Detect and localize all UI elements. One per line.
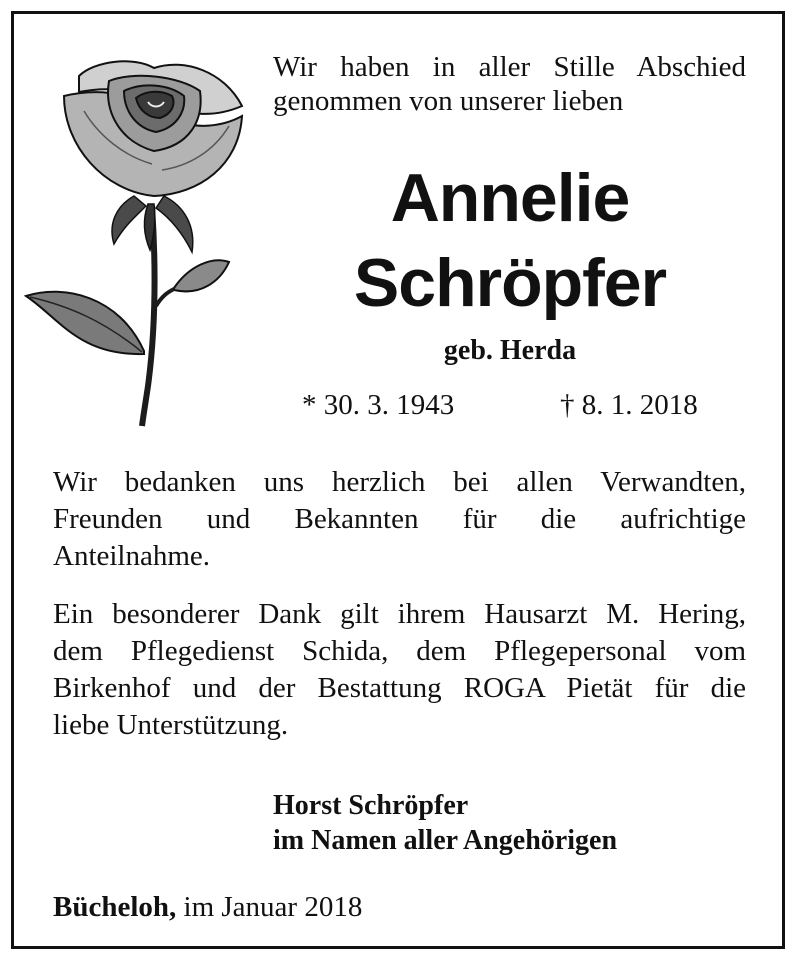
date-text: im Januar 2018 [183, 891, 363, 923]
signature-subline: im Namen aller Angehörigen [273, 825, 618, 856]
birth-date: * 30. 3. 1943 [302, 389, 455, 421]
intro-line: Wir haben in aller Stille Abschied [273, 51, 746, 83]
signature [273, 788, 617, 858]
paragraph-line: liebe Unterstützung. [53, 709, 289, 741]
place-date-line [53, 890, 362, 924]
paragraph-line: dem Pflegedienst Schida, dem Pflegepersonal vom [53, 635, 746, 667]
paragraph-line: Freunden und Bekannten für die aufrichtige [53, 503, 746, 535]
place-name: Bücheloh, [53, 891, 177, 923]
death-date: † 8. 1. 2018 [560, 389, 698, 421]
special-thanks-paragraph [53, 596, 746, 744]
thanks-paragraph [53, 464, 746, 575]
maiden-name: geb. Herda [443, 335, 577, 366]
paragraph-line: Ein besonderer Dank gilt ihrem Hausarzt M. Hering, [53, 598, 746, 630]
paragraph-line: Anteilnahme. [53, 540, 211, 572]
deceased-first-name: Annelie [390, 160, 630, 236]
rose-icon [24, 56, 269, 428]
intro-text [273, 50, 746, 118]
paragraph-line: Wir bedanken uns herzlich bei allen Verwandten, [53, 466, 746, 498]
paragraph-line: Birkenhof und der Bestattung ROGA Pietät für die [53, 672, 746, 704]
intro-line: genommen von unserer lieben [273, 85, 624, 117]
deceased-last-name: Schröpfer [353, 245, 667, 321]
signature-name: Horst Schröpfer [273, 790, 469, 821]
